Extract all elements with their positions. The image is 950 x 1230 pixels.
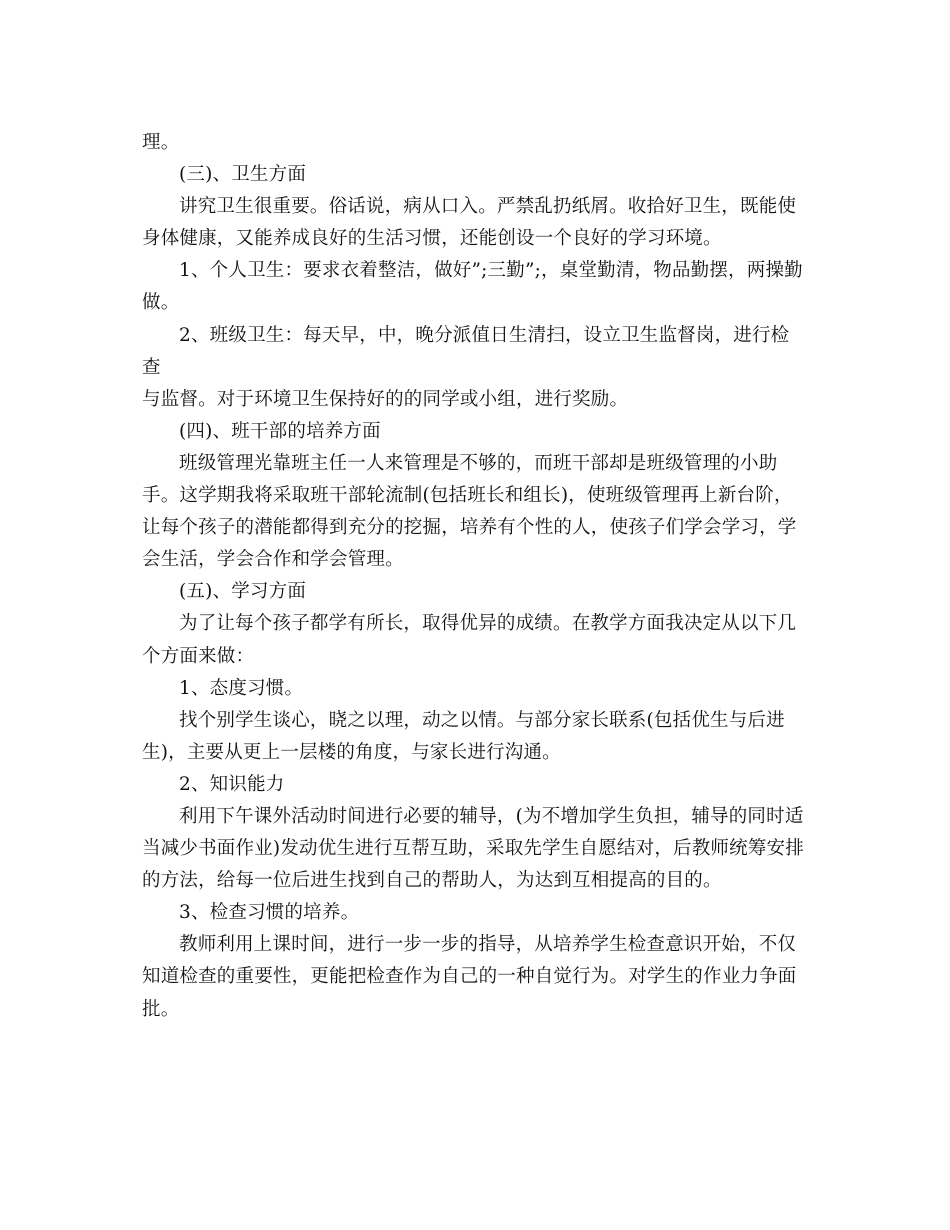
text-line: 的方法，给每一位后进生找到自己的帮助人，为达到互相提高的目的。 [142, 870, 722, 892]
text-line: 生)，主要从更上一层楼的角度，与家长进行沟通。 [142, 741, 561, 763]
text-line: 1、态度习惯。 [179, 677, 304, 699]
text-line: 与监督。对于环境卫生保持好的的同学或小组，进行奖励。 [142, 388, 629, 410]
text-line: 个方面来做： [142, 645, 255, 667]
text-line: 讲究卫生很重要。俗话说，病从口入。严禁乱扔纸屑。收拾好卫生，既能使 [179, 196, 797, 218]
text-line: 2、班级卫生：每天早，中，晚分派值日生清扫，设立卫生监督岗，进行检查 [142, 324, 790, 378]
text-line: (三)、卫生方面 [179, 164, 307, 186]
text-line: 批。 [142, 998, 180, 1020]
text-line: 让每个孩子的潜能都得到充分的挖掘，培养有个性的人，使孩子们学会学习，学 [142, 517, 797, 539]
text-line: 会生活，学会合作和学会管理。 [142, 549, 404, 571]
text-line: 手。这学期我将采取班干部轮流制(包括班长和组长)，使班级管理再上新台阶， [142, 485, 793, 507]
text-line: 1、个人卫生：要求衣着整洁，做好”;三勤”;，桌堂勤清，物品勤摆，两操勤 [179, 260, 803, 282]
text-line: 身体健康，又能养成良好的生活习惯，还能创设一个良好的学习环境。 [142, 228, 722, 250]
text-line: 做。 [142, 292, 180, 314]
text-line: 利用下午课外活动时间进行必要的辅导，(为不增加学生负担，辅导的同时适 [179, 805, 804, 827]
text-line: (五)、学习方面 [179, 581, 307, 603]
text-line: 找个别学生谈心，晓之以理，动之以情。与部分家长联系(包括优生与后进 [179, 709, 785, 731]
text-line: 为了让每个孩子都学有所长，取得优异的成绩。在教学方面我决定从以下几 [179, 613, 797, 635]
text-line: 理。 [142, 132, 180, 153]
text-line: 班级管理光靠班主任一人来管理是不够的，而班干部却是班级管理的小助 [179, 452, 778, 474]
document-body [142, 127, 806, 1026]
text-line: 知道检查的重要性，更能把检查作为自己的一种自觉行为。对学生的作业力争面 [142, 966, 797, 988]
text-line: (四)、班干部的培养方面 [179, 420, 381, 442]
text-line: 3、检查习惯的培养。 [179, 902, 360, 924]
text-line: 2、知识能力 [179, 773, 285, 795]
text-line: 当减少书面作业)发动优生进行互帮互助，采取先学生自愿结对，后教师统筹安排 [142, 838, 804, 860]
text-line: 教师利用上课时间，进行一步一步的指导，从培养学生检查意识开始，不仅 [179, 934, 797, 956]
